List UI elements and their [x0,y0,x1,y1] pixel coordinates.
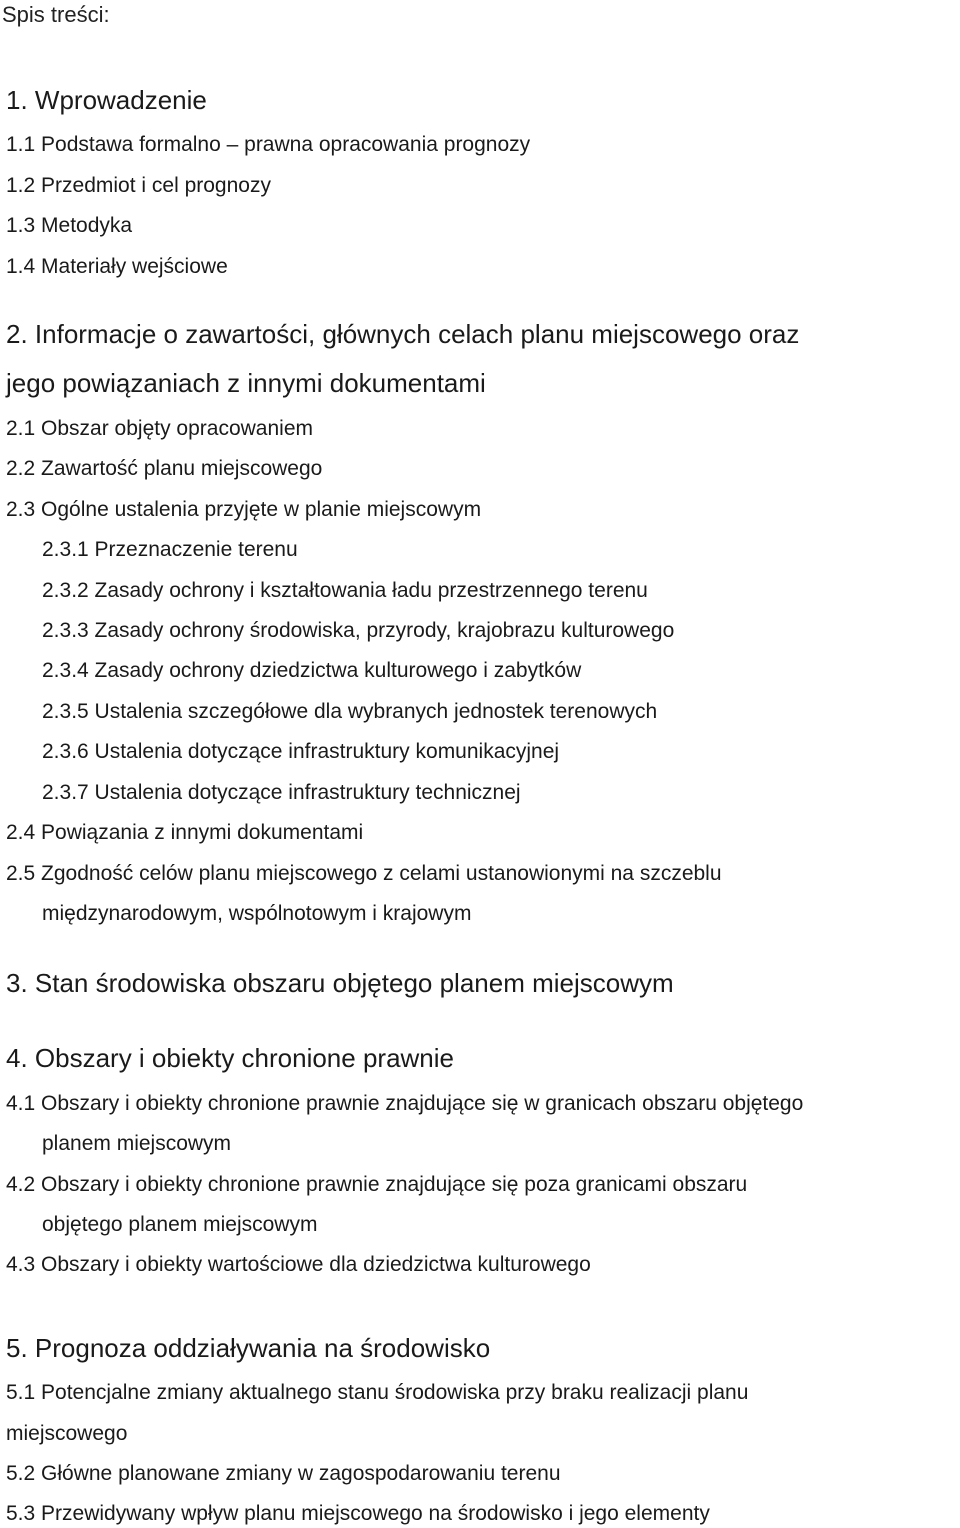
toc-entry-2-1: 2.1 Obszar objęty opracowaniem [6,417,313,440]
toc-entry-2-3-7: 2.3.7 Ustalenia dotyczące infrastruktury technicznej [42,781,521,804]
toc-entry-2-4: 2.4 Powiązania z innymi dokumentami [6,821,364,844]
toc-entry-1-3: 1.3 Metodyka [6,214,133,237]
toc-entry-5-2: 5.2 Główne planowane zmiany w zagospodarowaniu terenu [6,1462,561,1485]
toc-entry-4-2: 4.2 Obszary i obiekty chronione prawnie znajdujące się poza granicami obszaru [6,1173,748,1196]
toc-entry-2-5: 2.5 Zgodność celów planu miejscowego z celami ustanowionymi na szczeblu [6,862,722,885]
toc-entry-2-2: 2.2 Zawartość planu miejscowego [6,457,323,480]
toc-entry-2-cont: jego powiązaniach z innymi dokumentami [6,368,486,398]
toc-entry-4: 4. Obszary i obiekty chronione prawnie [6,1043,455,1073]
toc-entry-4-2-cont: objętego planem miejscowym [42,1213,318,1236]
toc-entry-2-3-2: 2.3.2 Zasady ochrony i kształtowania ładu przestrzennego terenu [42,579,648,602]
toc-entry-4-1: 4.1 Obszary i obiekty chronione prawnie znajdujące się w granicach obszaru objętego [6,1092,804,1115]
toc-entry-5-1-cont: miejscowego [6,1422,128,1445]
toc-entry-2-3: 2.3 Ogólne ustalenia przyjęte w planie miejscowym [6,498,482,521]
toc-entry-1: 1. Wprowadzenie [6,85,207,115]
toc-entry-2-3-3: 2.3.3 Zasady ochrony środowiska, przyrody, krajobrazu kulturowego [42,619,675,642]
toc-entry-4-1-cont: planem miejscowym [42,1132,232,1155]
toc-entry-2-3-6: 2.3.6 Ustalenia dotyczące infrastruktury komunikacyjnej [42,740,560,763]
toc-title: Spis treści: [2,2,110,27]
toc-entry-1-4: 1.4 Materiały wejściowe [6,255,228,278]
toc-entry-5: 5. Prognoza oddziaływania na środowisko [6,1333,491,1363]
toc-entry-3: 3. Stan środowiska obszaru objętego planem miejscowym [6,968,674,998]
toc-entry-2-3-4: 2.3.4 Zasady ochrony dziedzictwa kulturowego i zabytków [42,659,582,682]
toc-entry-5-3: 5.3 Przewidywany wpływ planu miejscowego na środowisko i jego elementy [6,1502,710,1525]
toc-entry-2-5-cont: międzynarodowym, wspólnotowym i krajowym [42,902,472,925]
toc-entry-2-3-5: 2.3.5 Ustalenia szczegółowe dla wybranych jednostek terenowych [42,700,658,723]
toc-entry-1-2: 1.2 Przedmiot i cel prognozy [6,174,271,197]
toc-entry-4-3: 4.3 Obszary i obiekty wartościowe dla dziedzictwa kulturowego [6,1253,591,1276]
toc-entry-2-3-1: 2.3.1 Przeznaczenie terenu [42,538,298,561]
toc-entry-1-1: 1.1 Podstawa formalno – prawna opracowania prognozy [6,133,531,156]
toc-entry-5-1: 5.1 Potencjalne zmiany aktualnego stanu środowiska przy braku realizacji planu [6,1381,749,1404]
toc-entry-2: 2. Informacje o zawartości, głównych celach planu miejscowego oraz [6,319,800,349]
